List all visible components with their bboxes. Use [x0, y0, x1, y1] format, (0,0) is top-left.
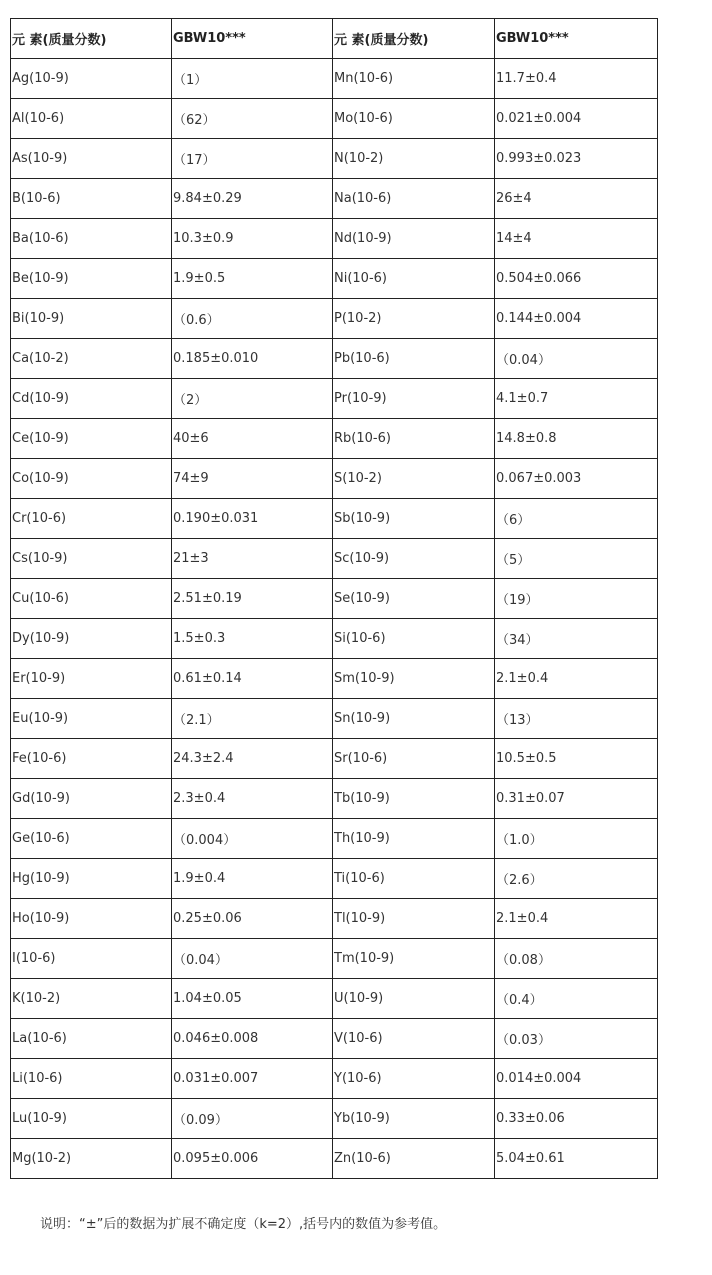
cell-element-right: Tb(10-9) [333, 779, 495, 819]
table-body [11, 59, 658, 1179]
table-row [11, 1059, 658, 1099]
cell-element-left: K(10-2) [11, 979, 172, 1019]
cell-element-right: Tm(10-9) [333, 939, 495, 979]
table-row [11, 259, 658, 299]
table-header [11, 19, 658, 59]
cell-value-left: 9.84±0.29 [172, 179, 333, 219]
table-row [11, 459, 658, 499]
cell-value-right: 4.1±0.7 [495, 379, 658, 419]
cell-element-left: I(10-6) [11, 939, 172, 979]
cell-value-right: 14±4 [495, 219, 658, 259]
cell-value-left: 24.3±2.4 [172, 739, 333, 779]
cell-value-left: 2.3±0.4 [172, 779, 333, 819]
cell-element-left: Ge(10-6) [11, 819, 172, 859]
cell-value-right: 10.5±0.5 [495, 739, 658, 779]
cell-value-left: 1.5±0.3 [172, 619, 333, 659]
cell-element-right: Mn(10-6) [333, 59, 495, 99]
cell-value-right: （0.4） [495, 979, 658, 1019]
table-row [11, 699, 658, 739]
cell-value-right: 11.7±0.4 [495, 59, 658, 99]
cell-value-left: （0.004） [172, 819, 333, 859]
table-row [11, 179, 658, 219]
cell-element-right: Pr(10-9) [333, 379, 495, 419]
table-row [11, 619, 658, 659]
cell-element-right: Sc(10-9) [333, 539, 495, 579]
cell-value-left: （0.6） [172, 299, 333, 339]
cell-value-left: 0.61±0.14 [172, 659, 333, 699]
cell-element-right: Yb(10-9) [333, 1099, 495, 1139]
cell-element-left: Gd(10-9) [11, 779, 172, 819]
cell-value-left: （2.1） [172, 699, 333, 739]
cell-element-right: Sm(10-9) [333, 659, 495, 699]
table-row [11, 419, 658, 459]
cell-element-left: Hg(10-9) [11, 859, 172, 899]
cell-value-right: 2.1±0.4 [495, 899, 658, 939]
cell-value-right: （34） [495, 619, 658, 659]
cell-value-right: （0.04） [495, 339, 658, 379]
cell-element-right: U(10-9) [333, 979, 495, 1019]
header-row [11, 19, 658, 59]
cell-value-right: 0.144±0.004 [495, 299, 658, 339]
table-row [11, 859, 658, 899]
cell-element-left: Be(10-9) [11, 259, 172, 299]
table-row [11, 139, 658, 179]
cell-element-left: Fe(10-6) [11, 739, 172, 779]
cell-element-right: Sb(10-9) [333, 499, 495, 539]
cell-value-left: 10.3±0.9 [172, 219, 333, 259]
cell-element-left: Ho(10-9) [11, 899, 172, 939]
cell-element-right: Mo(10-6) [333, 99, 495, 139]
cell-value-right: 0.504±0.066 [495, 259, 658, 299]
table-row [11, 819, 658, 859]
cell-value-left: （62） [172, 99, 333, 139]
cell-value-right: 0.31±0.07 [495, 779, 658, 819]
table-row [11, 379, 658, 419]
cell-value-left: 0.046±0.008 [172, 1019, 333, 1059]
cell-element-right: P(10-2) [333, 299, 495, 339]
header-value-left: GBW10*** [172, 19, 333, 59]
footnote: 说明：“±”后的数据为扩展不确定度（k=2）,括号内的数值为参考值。 [40, 1217, 447, 1232]
cell-value-right: （19） [495, 579, 658, 619]
cell-element-right: Na(10-6) [333, 179, 495, 219]
cell-element-left: La(10-6) [11, 1019, 172, 1059]
table-row [11, 939, 658, 979]
cell-element-left: Cd(10-9) [11, 379, 172, 419]
cell-value-right: （0.03） [495, 1019, 658, 1059]
cell-element-right: Si(10-6) [333, 619, 495, 659]
table-row [11, 99, 658, 139]
cell-value-left: （0.04） [172, 939, 333, 979]
cell-element-left: B(10-6) [11, 179, 172, 219]
cell-element-left: Mg(10-2) [11, 1139, 172, 1179]
cell-value-left: （0.09） [172, 1099, 333, 1139]
cell-element-left: Ce(10-9) [11, 419, 172, 459]
cell-element-right: Se(10-9) [333, 579, 495, 619]
cell-value-left: 0.190±0.031 [172, 499, 333, 539]
header-value-right: GBW10*** [495, 19, 658, 59]
cell-element-left: Bi(10-9) [11, 299, 172, 339]
cell-element-right: Zn(10-6) [333, 1139, 495, 1179]
table-row [11, 219, 658, 259]
cell-value-right: （5） [495, 539, 658, 579]
cell-value-right: （0.08） [495, 939, 658, 979]
cell-value-right: 0.067±0.003 [495, 459, 658, 499]
cell-value-left: （1） [172, 59, 333, 99]
cell-value-left: 1.9±0.5 [172, 259, 333, 299]
cell-value-right: （1.0） [495, 819, 658, 859]
table-row [11, 1139, 658, 1179]
table-row [11, 299, 658, 339]
cell-element-left: Co(10-9) [11, 459, 172, 499]
reference-values-table [10, 18, 658, 1179]
cell-value-right: 0.014±0.004 [495, 1059, 658, 1099]
cell-element-left: Ag(10-9) [11, 59, 172, 99]
cell-element-right: Th(10-9) [333, 819, 495, 859]
cell-value-left: 0.031±0.007 [172, 1059, 333, 1099]
cell-element-right: Sn(10-9) [333, 699, 495, 739]
cell-element-left: As(10-9) [11, 139, 172, 179]
cell-element-right: Ni(10-6) [333, 259, 495, 299]
cell-element-left: Eu(10-9) [11, 699, 172, 739]
cell-value-left: 0.185±0.010 [172, 339, 333, 379]
cell-value-right: 0.993±0.023 [495, 139, 658, 179]
cell-value-right: （2.6） [495, 859, 658, 899]
cell-value-left: 2.51±0.19 [172, 579, 333, 619]
cell-value-right: 14.8±0.8 [495, 419, 658, 459]
table-row [11, 499, 658, 539]
cell-value-right: （6） [495, 499, 658, 539]
cell-element-right: Sr(10-6) [333, 739, 495, 779]
reference-values-table-container [10, 18, 658, 1179]
cell-element-right: Rb(10-6) [333, 419, 495, 459]
cell-element-left: Ba(10-6) [11, 219, 172, 259]
cell-value-left: 0.25±0.06 [172, 899, 333, 939]
cell-element-left: Cr(10-6) [11, 499, 172, 539]
cell-element-left: Li(10-6) [11, 1059, 172, 1099]
table-row [11, 339, 658, 379]
table-row [11, 539, 658, 579]
cell-element-left: Ca(10-2) [11, 339, 172, 379]
cell-element-left: Dy(10-9) [11, 619, 172, 659]
header-element-left: 元 素(质量分数) [11, 19, 172, 59]
cell-element-right: S(10-2) [333, 459, 495, 499]
cell-element-right: N(10-2) [333, 139, 495, 179]
cell-value-left: （17） [172, 139, 333, 179]
cell-element-left: Er(10-9) [11, 659, 172, 699]
cell-element-right: Ti(10-6) [333, 859, 495, 899]
cell-value-left: 1.04±0.05 [172, 979, 333, 1019]
cell-value-left: （2） [172, 379, 333, 419]
cell-value-right: 5.04±0.61 [495, 1139, 658, 1179]
table-row [11, 739, 658, 779]
cell-element-left: Cu(10-6) [11, 579, 172, 619]
cell-element-left: Al(10-6) [11, 99, 172, 139]
cell-value-left: 74±9 [172, 459, 333, 499]
table-row [11, 659, 658, 699]
cell-element-right: Tl(10-9) [333, 899, 495, 939]
cell-element-right: Pb(10-6) [333, 339, 495, 379]
cell-element-right: Y(10-6) [333, 1059, 495, 1099]
cell-element-right: V(10-6) [333, 1019, 495, 1059]
cell-value-left: 21±3 [172, 539, 333, 579]
cell-element-right: Nd(10-9) [333, 219, 495, 259]
cell-value-right: （13） [495, 699, 658, 739]
table-row [11, 579, 658, 619]
cell-value-right: 0.021±0.004 [495, 99, 658, 139]
cell-element-left: Lu(10-9) [11, 1099, 172, 1139]
cell-value-left: 0.095±0.006 [172, 1139, 333, 1179]
table-row [11, 979, 658, 1019]
cell-value-left: 1.9±0.4 [172, 859, 333, 899]
table-row [11, 1099, 658, 1139]
header-element-right: 元 素(质量分数) [333, 19, 495, 59]
table-row [11, 1019, 658, 1059]
cell-element-left: Cs(10-9) [11, 539, 172, 579]
cell-value-right: 26±4 [495, 179, 658, 219]
table-row [11, 779, 658, 819]
table-row [11, 899, 658, 939]
table-row [11, 59, 658, 99]
cell-value-left: 40±6 [172, 419, 333, 459]
cell-value-right: 2.1±0.4 [495, 659, 658, 699]
cell-value-right: 0.33±0.06 [495, 1099, 658, 1139]
